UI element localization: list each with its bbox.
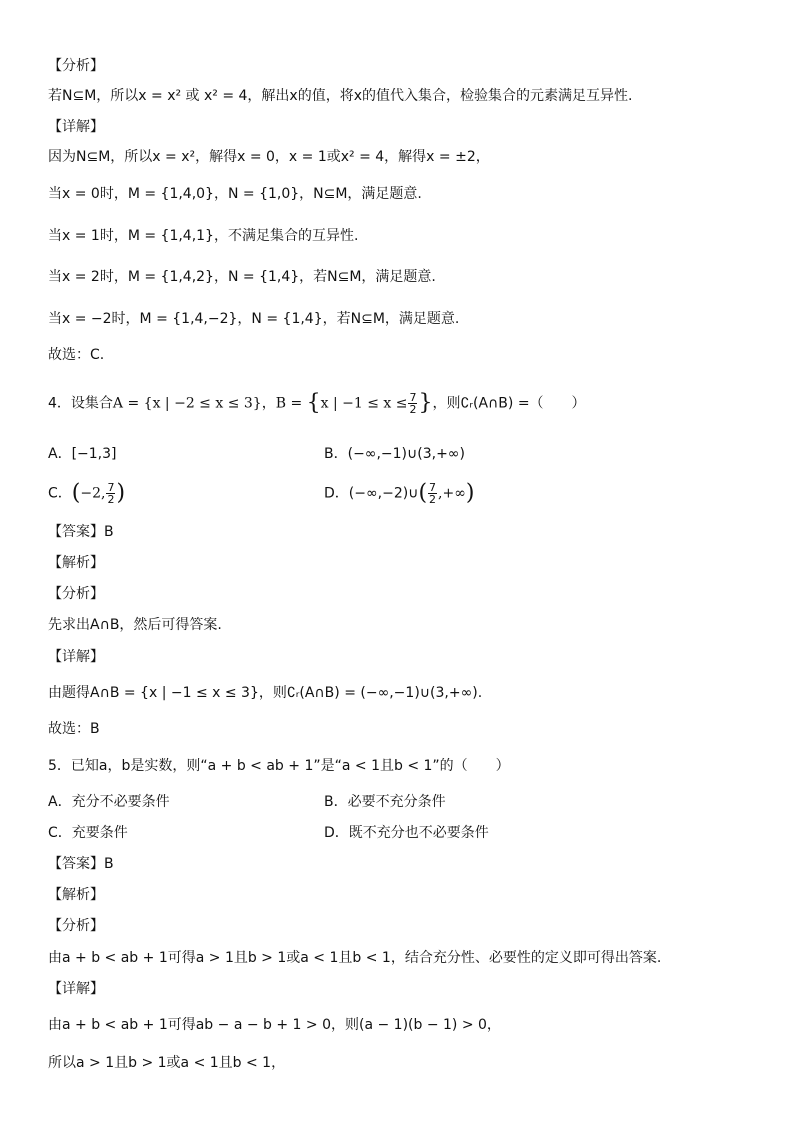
q4-answer-tag: 【答案】 [48,524,104,540]
q4-option-c-frac-den: 2 [107,493,115,506]
q5-stem: 5．已知a，b是实数，则“a + b < ab + 1”是“a < 1且b < 1”的（ ） [48,758,510,774]
q4-brace-close: } [418,390,433,416]
q4-frac-num: 7 [409,391,417,404]
q4-brace-open: { [306,390,321,416]
q5-option-d: D．既不充分也不必要条件 [324,825,489,841]
q4-option-c-prefix: C． [48,485,72,502]
q3-detail-tag: 【详解】 [48,119,104,135]
q4-option-c-paren-close: ) [116,480,126,506]
q4-set-b-inner: x | −1 ≤ x ≤ [320,395,408,412]
q3-analysis-tag: 【分析】 [48,58,104,74]
q5-answer-tag: 【答案】 [48,856,104,872]
q4-option-d-frac-den: 2 [429,493,437,506]
q3-detail-line-3: 当x = 1时，M = {1,4,1}，不满足集合的互异性. [48,228,359,244]
q5-option-c: C．充要条件 [48,825,128,841]
q4-frac-den: 2 [409,403,417,416]
q4-detail-text: 由题得A∩B = {x | −1 ≤ x ≤ 3}，则∁ᵣ(A∩B) = (−∞,−1)∪(3,+∞). [48,685,483,701]
q4-analysis-tag: 【分析】 [48,586,104,602]
q4-choice: 故选：B [48,721,100,737]
q5-analysis-tag: 【分析】 [48,918,104,934]
q5-analysis-text: 由a + b < ab + 1可得a > 1且b > 1或a < 1且b < 1，结合充分性、必要性的定义即可得出答案. [48,950,662,966]
q3-detail-line-5: 当x = −2时，M = {1,4,−2}，N = {1,4}，若N⊆M，满足题意. [48,311,460,327]
q4-option-d-paren-close: ) [465,480,475,506]
q4-answer-value: B [104,524,114,540]
q4-analysis-text: 先求出A∩B，然后可得答案. [48,617,222,633]
q4-option-b: B．(−∞,−1)∪(3,+∞) [324,446,465,462]
q4-option-c-frac-num: 7 [107,481,115,494]
q4-option-d-tail: ,+∞ [438,485,466,502]
q5-option-b: B．必要不充分条件 [324,794,446,810]
q3-detail-line-4: 当x = 2时，M = {1,4,2}，N = {1,4}，若N⊆M，满足题意. [48,269,436,285]
q4-option-d-prefix: D．(−∞,−2)∪ [324,485,419,502]
q5-answer [48,854,114,874]
q4-stem: 4．设集合A = {x | −2 ≤ x ≤ 3}，B = {x | −1 ≤ x ≤ $\frac{7}{2}$ }，则∁ᵣ(A∩B) =（ ） [48,390,586,416]
q4-stem-suffix: ，则∁ᵣ(A∩B) =（ ） [432,395,586,412]
q3-detail-line-1: 因为N⊆M，所以x = x²，解得x = 0，x = 1或x² = 4，解得x = ±2， [48,149,490,165]
q4-set-a: A = {x | −2 ≤ x ≤ 3} [112,395,262,412]
q4-option-d-frac-num: 7 [429,481,437,494]
q4-option-c [48,482,125,505]
q3-analysis-text: 若N⊆M，所以x = x² 或 x² = 4，解出x的值，将x的值代入集合，检验集合的元素满足互异性. [48,88,633,104]
q4-option-c-fraction [106,482,115,505]
q4-option-d-paren-open: ( [418,480,428,506]
q4-answer [48,522,114,542]
q3-detail-line-2: 当x = 0时，M = {1,4,0}，N = {1,0}，N⊆M，满足题意. [48,186,422,202]
q5-detail-line-1: 由a + b < ab + 1可得ab − a − b + 1 > 0，则(a − 1)(b − 1) > 0， [48,1017,501,1033]
q5-detail-tag: 【详解】 [48,981,104,997]
q4-detail-tag: 【详解】 [48,649,104,665]
q4-option-d-fraction [428,482,437,505]
q3-choice: 故选：C. [48,347,105,363]
q5-answer-value: B [104,856,114,872]
q4-option-c-paren-open: ( [71,480,81,506]
q4-option-a: A．[−1,3] [48,446,117,462]
q4-option-d [324,482,474,505]
q4-option-c-body: −2, [80,485,106,502]
q4-stem-prefix: 4．设集合 [48,395,113,412]
q4-fraction-seven-halves [408,392,417,415]
q4-jiexi-tag: 【解析】 [48,555,104,571]
q5-detail-line-2: 所以a > 1且b > 1或a < 1且b < 1， [48,1055,286,1071]
q5-jiexi-tag: 【解析】 [48,887,104,903]
q5-option-a: A．充分不必要条件 [48,794,170,810]
q4-set-b-label: B = [275,395,303,412]
